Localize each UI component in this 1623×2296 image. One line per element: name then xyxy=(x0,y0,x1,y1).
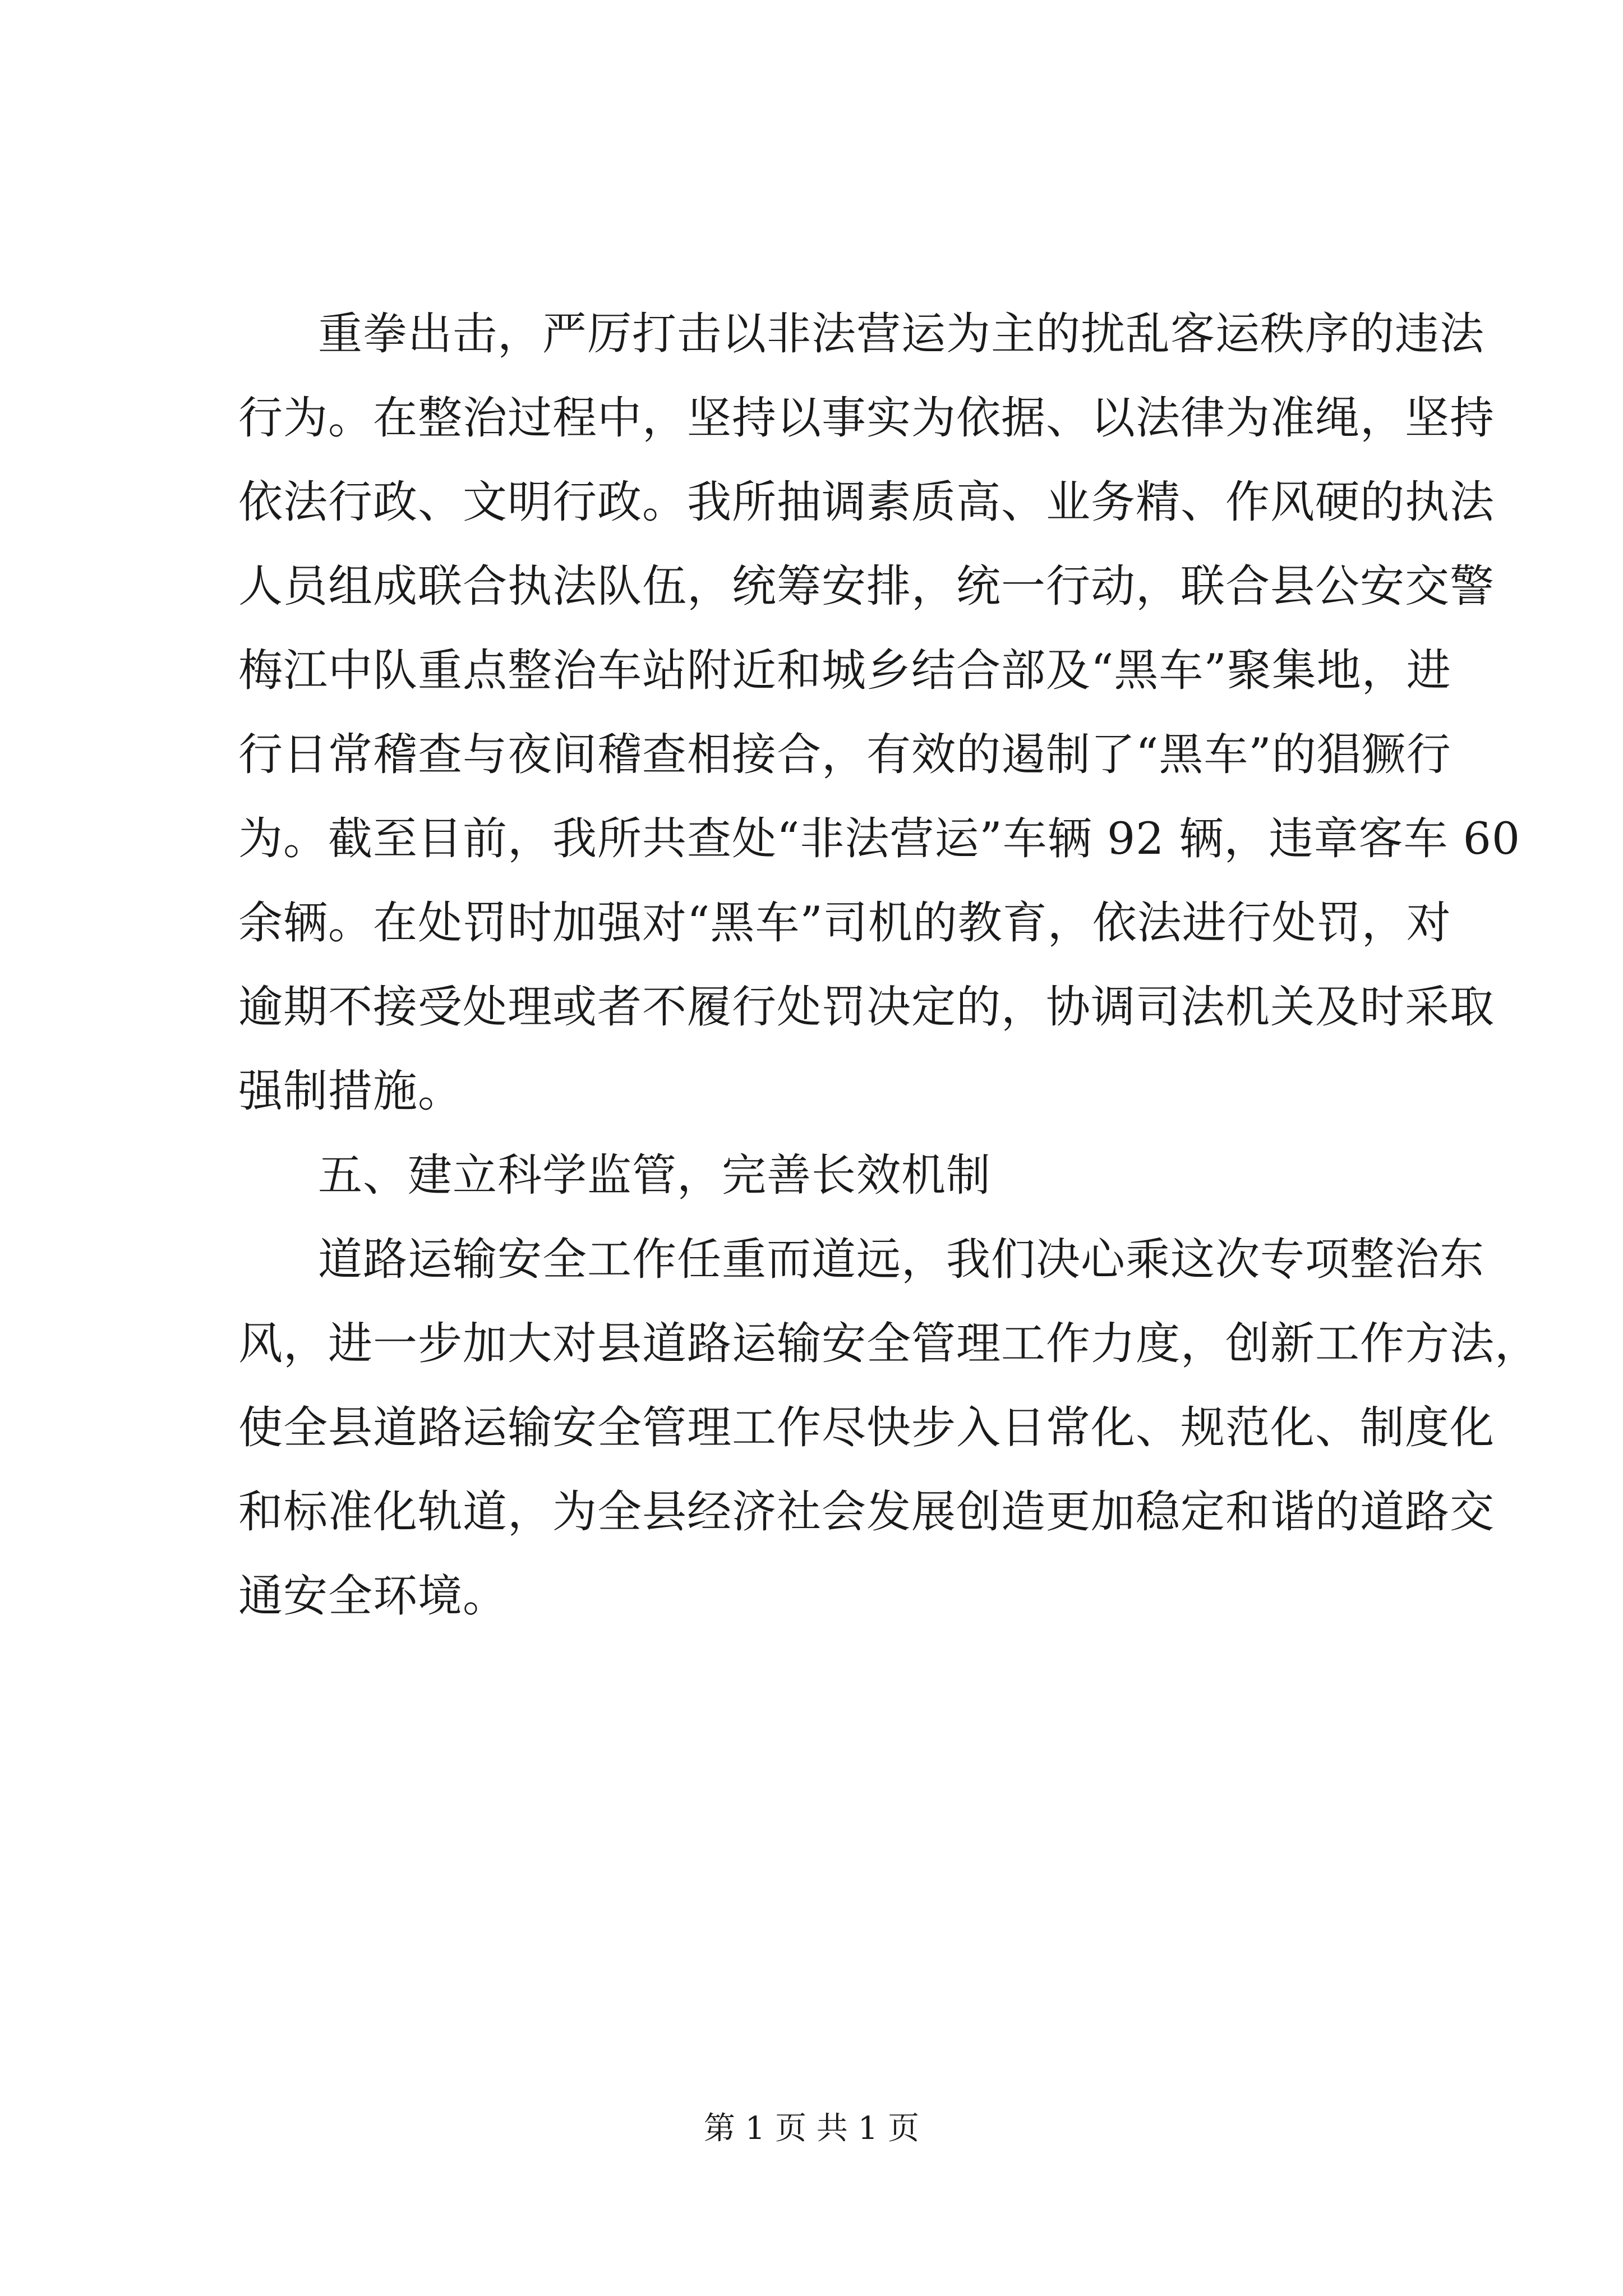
section-heading: 五、建立科学监管，完善长效机制 xyxy=(318,1149,991,1201)
text-line: 人员组成联合执法队伍，统筹安排，统一行动，联合县公安交警 xyxy=(238,560,1495,612)
text-line: 行日常稽查与夜间稽查相接合，有效的遏制了“黑车”的猖獗行 xyxy=(238,729,1451,780)
text-line: 梅江中队重点整治车站附近和城乡结合部及“黑车”聚集地，进 xyxy=(238,645,1451,696)
text-line: 行为。在整治过程中，坚持以事实为依据、以法律为准绳，坚持 xyxy=(238,392,1495,444)
document-body xyxy=(238,292,1539,1638)
text-line: 依法行政、文明行政。我所抽调素质高、业务精、作风硬的执法 xyxy=(238,476,1495,528)
text-line: 重拳出击，严厉打击以非法营运为主的扰乱客运秩序的违法 xyxy=(318,308,1484,360)
text-line: 风，进一步加大对县道路运输安全管理工作力度，创新工作方法， xyxy=(238,1318,1539,1369)
text-line: 余辆。在处罚时加强对“黑车”司机的教育，依法进行处罚，对 xyxy=(238,897,1451,949)
text-line: 逾期不接受处理或者不履行处罚决定的，协调司法机关及时采取 xyxy=(238,981,1495,1033)
text-line: 通安全环境。 xyxy=(238,1570,508,1622)
text-line: 强制措施。 xyxy=(238,1065,463,1117)
text-line: 为。截至目前，我所共查处“非法营运”车辆 92 辆，违章客车 60 xyxy=(238,813,1521,864)
text-line: 和标准化轨道，为全县经济社会发展创造更加稳定和谐的道路交 xyxy=(238,1486,1495,1538)
text-line: 使全县道路运输安全管理工作尽快步入日常化、规范化、制度化 xyxy=(238,1402,1495,1453)
text-line: 道路运输安全工作任重而道远，我们决心乘这次专项整治东 xyxy=(318,1234,1484,1285)
page-footer: 第 1 页 共 1 页 xyxy=(703,2110,920,2147)
